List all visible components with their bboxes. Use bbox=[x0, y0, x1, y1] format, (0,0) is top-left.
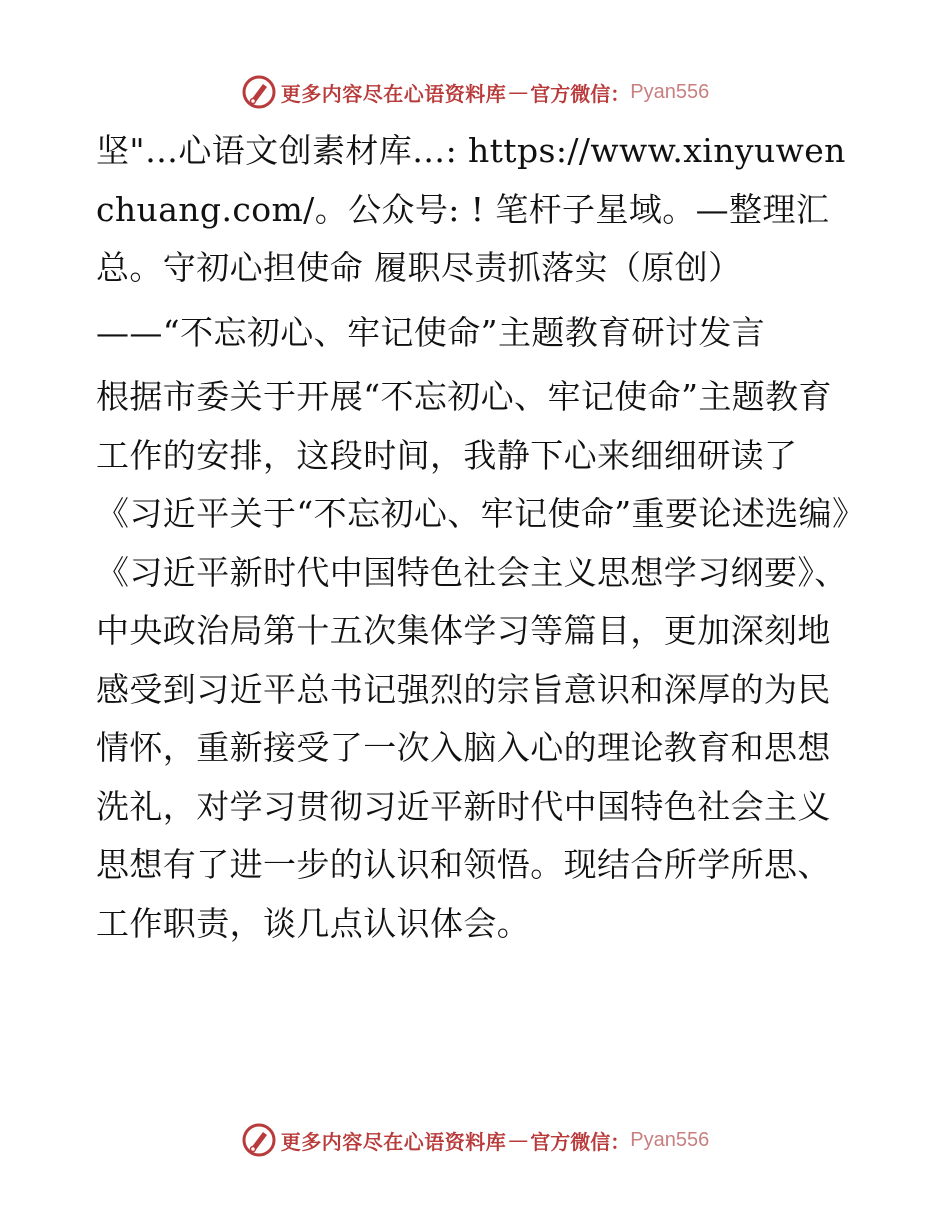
watermark-text: 更多内容尽在心语资料库 bbox=[280, 1129, 507, 1154]
body-paragraph: 根据市委关于开展“不忘初心、牢记使命”主题教育工作的安排，这段时间，我静下心来细细研读了《习近平关于“不忘初心、牢记使命”重要论述选编》《习近平新时代中国特色社会主义思想学习纲要》、中央政治局第十五次集体学习等篇目，更加深刻地感受到习近平总书记强烈的宗旨意识和深厚的为民情怀，重新接受了一次入脑入心的理论教育和思想洗礼，对学习贯彻习近平新时代中国特色社会主义思想有了进一步的认识和领悟。现结合所学所思、工作职责，谈几点认识体会。 bbox=[96, 377, 849, 943]
watermark-dash: — bbox=[508, 1128, 529, 1152]
pen-logo-icon bbox=[241, 1122, 277, 1158]
watermark-text: 更多内容尽在心语资料库 bbox=[280, 81, 507, 106]
footer-watermark bbox=[0, 1120, 950, 1160]
watermark-label: 官方微信： bbox=[530, 1129, 631, 1154]
watermark-label: 官方微信： bbox=[530, 81, 631, 106]
subtitle-paragraph: ——“不忘初心、牢记使命”主题教育研讨发言 bbox=[96, 312, 766, 352]
header-watermark bbox=[0, 72, 950, 112]
intro-paragraph: 坚"…心语文创素材库…: https://www.xinyuwenchuang.com/。公众号: ! 笔杆子星域。—整理汇总。守初心担使命 履职尽责抓落实（原创） bbox=[96, 131, 846, 287]
watermark-wechat-id: Pyan556 bbox=[630, 80, 710, 103]
watermark-dash: — bbox=[508, 80, 529, 104]
pen-logo-icon bbox=[241, 74, 277, 110]
document-body bbox=[96, 122, 856, 953]
watermark-wechat-id: Pyan556 bbox=[630, 1128, 710, 1151]
